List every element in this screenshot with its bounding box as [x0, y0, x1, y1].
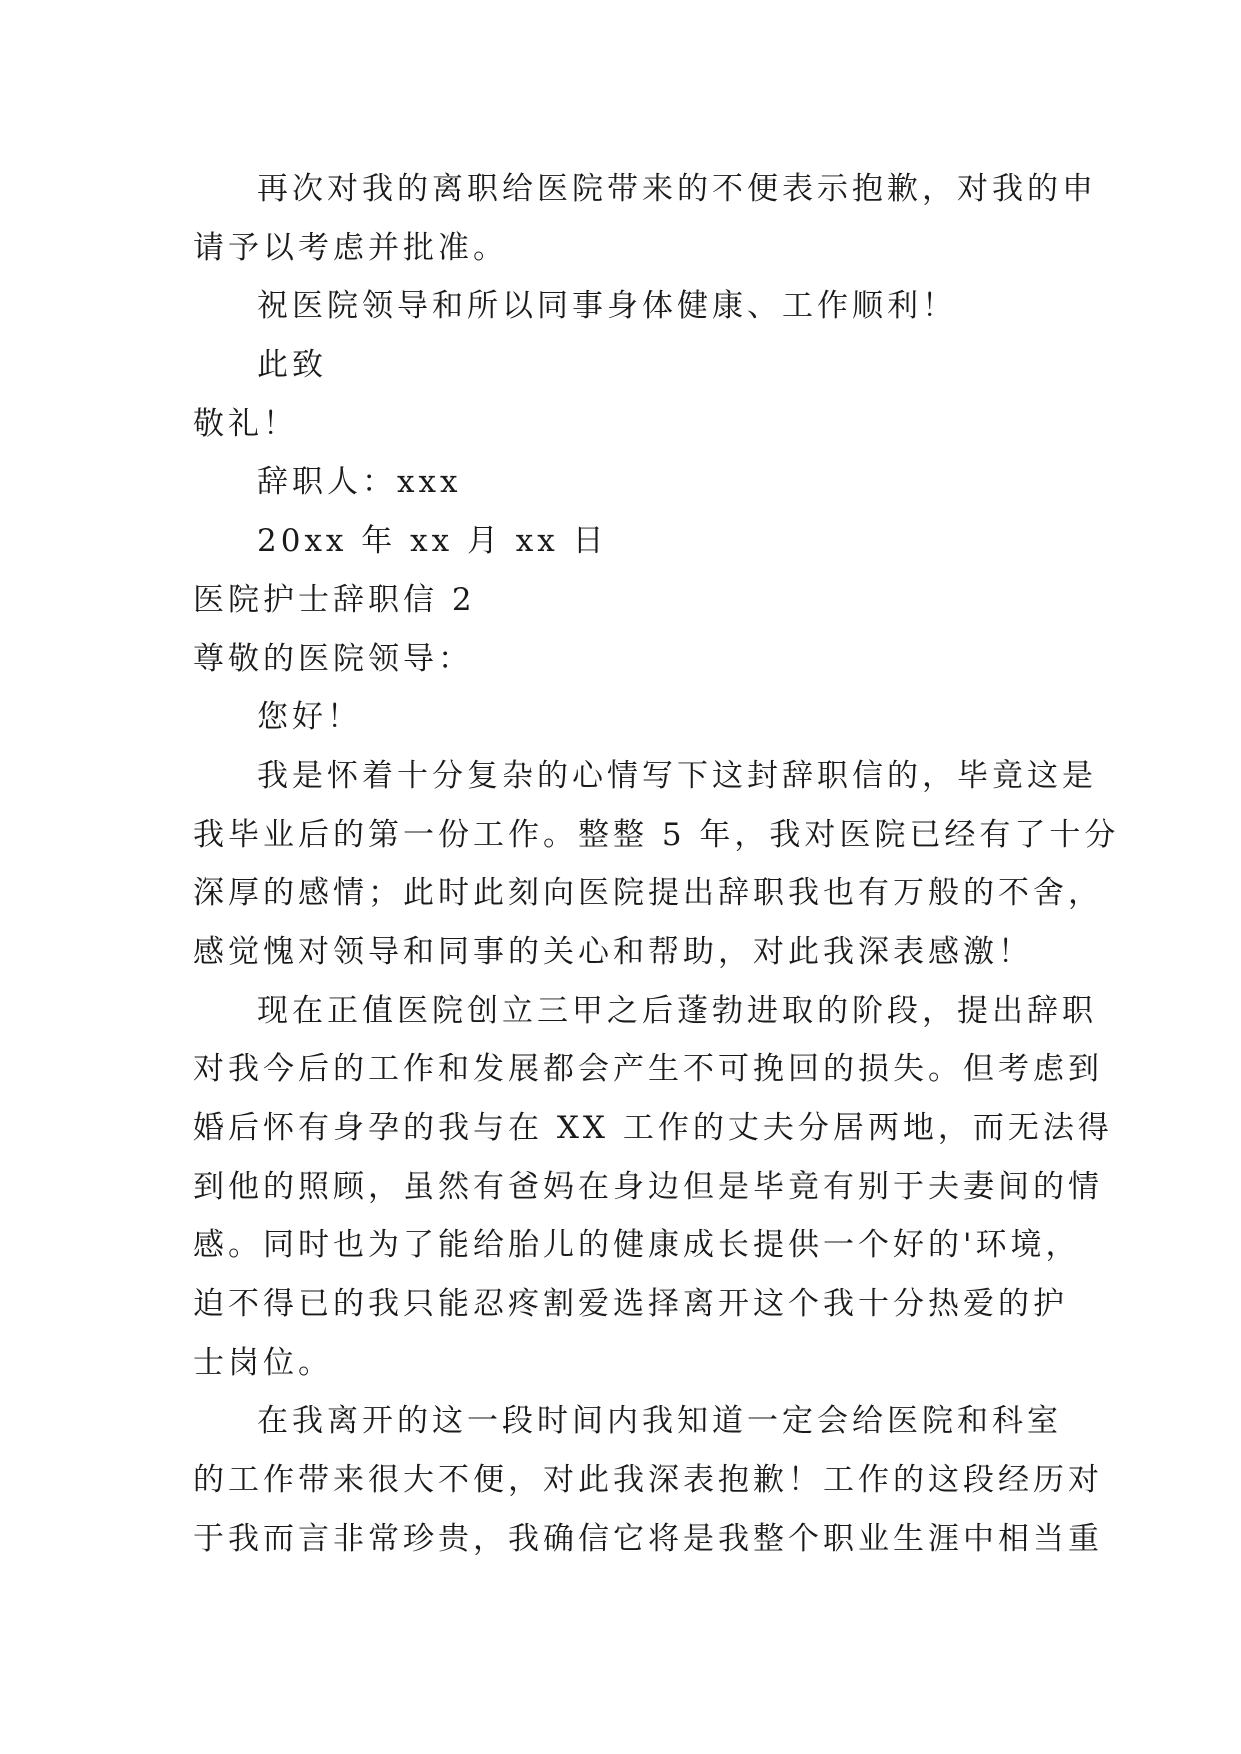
text-line: 辞职人：xxx — [257, 464, 462, 501]
text-line: 此致 — [257, 347, 327, 384]
text-line: 深厚的感情；此时此刻向医院提出辞职我也有万般的不舍， — [193, 875, 1103, 912]
text-line: 我是怀着十分复杂的心情写下这封辞职信的，毕竟这是 — [257, 757, 1097, 794]
text-line: 在我离开的这一段时间内我知道一定会给医院和科室 — [257, 1403, 1062, 1440]
text-line: 到他的照顾，虽然有爸妈在身边但是毕竟有别于夫妻间的情 — [193, 1168, 1103, 1205]
text-line: 感觉愧对领导和同事的关心和帮助，对此我深表感激！ — [193, 933, 1033, 970]
text-line: 婚后怀有身孕的我与在 XX 工作的丈夫分居两地，而无法得 — [193, 1110, 1113, 1146]
text-line: 祝医院领导和所以同事身体健康、工作顺利！ — [257, 288, 957, 325]
text-line: 20xx 年 xx 月 xx 日 — [257, 523, 608, 560]
text-line: 您好！ — [257, 699, 362, 736]
text-line: 于我而言非常珍贵，我确信它将是我整个职业生涯中相当重 — [193, 1520, 1103, 1557]
text-line: 迫不得已的我只能忍疼割爱选择离开这个我十分热爱的护 — [193, 1286, 1068, 1323]
text-line: 感。同时也为了能给胎儿的健康成长提供一个好的'环境， — [193, 1227, 1081, 1264]
text-line: 再次对我的离职给医院带来的不便表示抱歉，对我的申 — [257, 171, 1097, 207]
text-line: 医院护士辞职信 2 — [193, 581, 476, 618]
text-line: 敬礼！ — [193, 405, 298, 442]
text-line: 尊敬的医院领导： — [193, 640, 473, 677]
text-line: 对我今后的工作和发展都会产生不可挽回的损失。但考虑到 — [193, 1051, 1103, 1088]
text-line: 士岗位。 — [193, 1344, 333, 1381]
letter-body — [193, 160, 1120, 1569]
text-line: 请予以考虑并批准。 — [193, 229, 508, 266]
text-line: 现在正值医院创立三甲之后蓬勃进取的阶段，提出辞职 — [257, 992, 1097, 1029]
text-line: 的工作带来很大不便，对此我深表抱歉！工作的这段经历对 — [193, 1462, 1103, 1499]
text-line: 我毕业后的第一份工作。整整 5 年，我对医院已经有了十分 — [193, 816, 1120, 853]
